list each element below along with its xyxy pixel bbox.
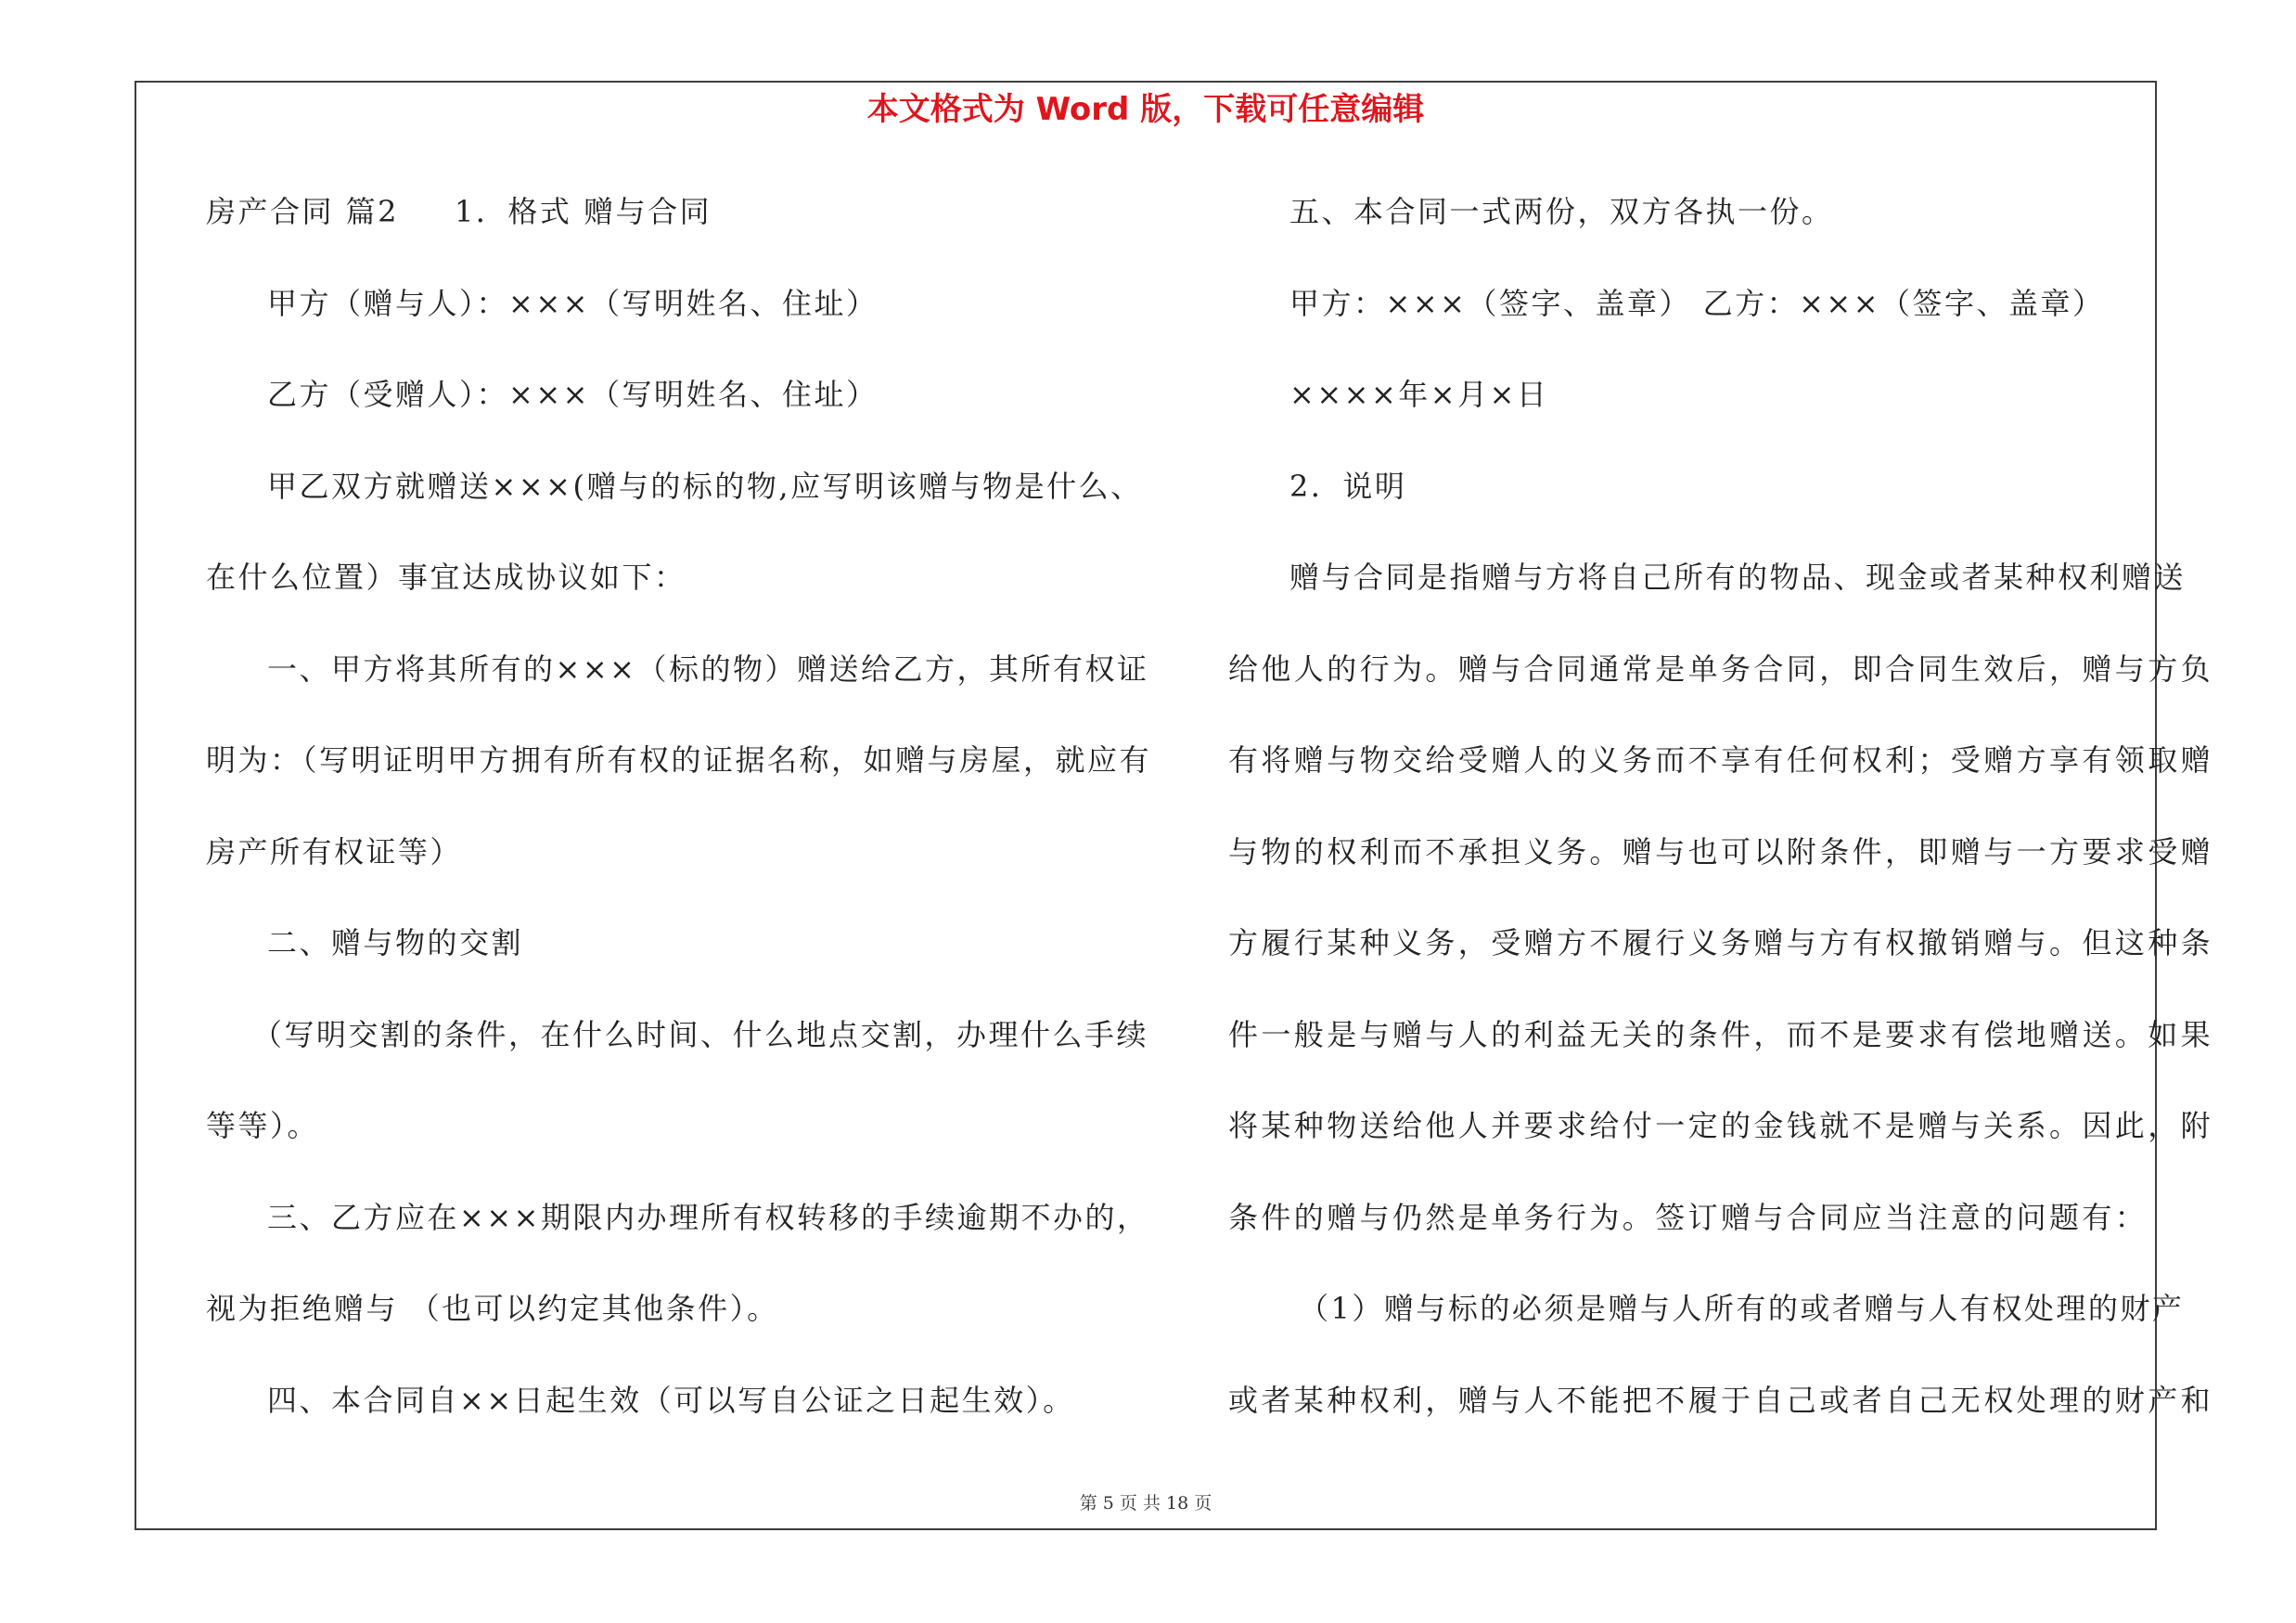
- paragraph-line: 四、本合同自××日起生效（可以写自公证之日起生效）。: [267, 1382, 1075, 1418]
- paragraph-line: 一、甲方将其所有的×××（标的物）赠送给乙方，其所有权证: [267, 650, 1149, 687]
- paragraph-line: 房产所有权证等）: [206, 833, 463, 869]
- paragraph-line: 件一般是与赠与人的利益无关的条件，而不是要求有偿地赠送。如果: [1228, 1016, 2214, 1052]
- paragraph-line: 条件的赠与仍然是单务行为。签订赠与合同应当注意的问题有：: [1228, 1199, 2148, 1235]
- date-line: ××××年×月×日: [1289, 377, 1549, 412]
- subsection-title: 1．格式 赠与合同: [455, 194, 712, 229]
- format-banner: 本文格式为 Word 版，下载可任意编辑: [866, 91, 1425, 128]
- section-title: 房产合同 篇2: [206, 194, 400, 229]
- paragraph-line: 明为：（写明证明甲方拥有所有权的证据名称，如赠与房屋，就应有: [206, 742, 1152, 778]
- paragraph-line: 将某种物送给他人并要求给付一定的金钱就不是赠与关系。因此，附: [1228, 1108, 2214, 1143]
- paragraph-line: 二、赠与物的交割: [267, 925, 524, 960]
- paragraph-line: 甲方（赠与人）：×××（写明姓名、住址）: [267, 285, 879, 321]
- paragraph-line: 有将赠与物交给受赠人的义务而不享有任何权利；受赠方享有领取赠: [1228, 742, 2214, 778]
- paragraph-line: 视为拒绝赠与 （也可以约定其他条件）。: [206, 1291, 779, 1326]
- paragraph-line: 五、本合同一式两份，双方各执一份。: [1289, 194, 1834, 229]
- section-heading: [206, 182, 1134, 274]
- paragraph-line: 乙方（受赠人）：×××（写明姓名、住址）: [267, 377, 879, 412]
- paragraph-line: 甲乙双方就赠送×××(赠与的标的物,应写明该赠与物是什么、: [267, 468, 1143, 504]
- paragraph-line: （1）赠与标的必须是赠与人所有的或者赠与人有权处理的财产: [1299, 1291, 2185, 1326]
- paragraph-line: 三、乙方应在×××期限内办理所有权转移的手续逾期不办的，: [267, 1199, 1149, 1235]
- left-column: [206, 182, 1152, 1462]
- paragraph-line: 与物的权利而不承担义务。赠与也可以附条件，即赠与一方要求受赠: [1228, 833, 2214, 869]
- paragraph-line: 等等）。: [206, 1108, 320, 1143]
- page-number-footer: 第 5 页 共 18 页: [1079, 1493, 1212, 1514]
- paragraph-line: 或者某种权利，赠与人不能把不履于自己或者自己无权处理的财产和: [1228, 1382, 2214, 1418]
- section-heading: 2．说明: [1289, 468, 1407, 504]
- paragraph-line: 赠与合同是指赠与方将自己所有的物品、现金或者某种权利赠送: [1289, 560, 2187, 595]
- paragraph-line: （写明交割的条件，在什么时间、什么地点交割，办理什么手续: [252, 1016, 1149, 1052]
- paragraph-line: 方履行某种义务，受赠方不履行义务赠与方有权撤销赠与。但这种条: [1228, 925, 2214, 960]
- paragraph-line: 给他人的行为。赠与合同通常是单务合同，即合同生效后，赠与方负: [1228, 650, 2214, 687]
- signature-line: 甲方：×××（签字、盖章） 乙方：×××（签字、盖章）: [1289, 285, 2105, 321]
- paragraph-line: 在什么位置）事宜达成协议如下：: [206, 560, 686, 595]
- right-column: [1228, 182, 2214, 1462]
